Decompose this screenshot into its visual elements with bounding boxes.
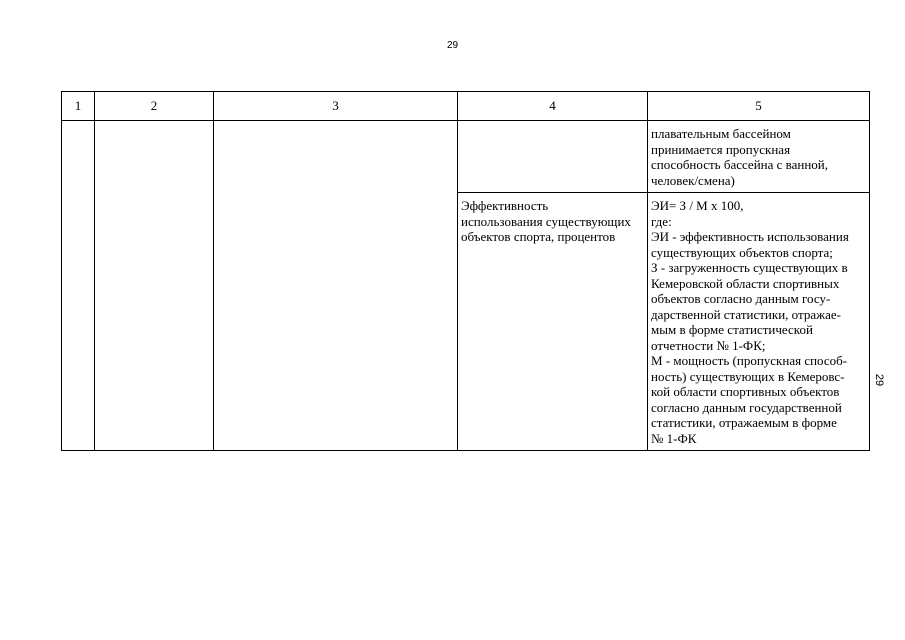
text-line: принимается пропускная [651,141,791,157]
text-line: человек/смена) [651,172,735,188]
text-line: Эффективность [461,198,549,213]
text-line: № 1-ФК [651,430,697,446]
text-line: объектов согласно данным госу- [651,291,831,306]
row-col-3-cell [214,121,458,451]
header-col-2: 2 [95,92,214,121]
text-line: существующих объектов спорта; [651,244,833,260]
text-line: кой области спортивных объектов [651,384,840,399]
text-line: использования существующих [461,213,631,229]
header-col-1: 1 [62,92,95,121]
text-line: статистики, отражаемым в форме [651,415,837,430]
row-col-1-cell [62,121,95,451]
text-line: способность бассейна с ванной, [651,157,829,172]
page-number-top: 29 [446,40,459,51]
header-col-5: 5 [648,92,870,121]
text-line: согласно данным государственной [651,399,842,415]
row-col-2-cell [95,121,214,451]
text-line: З - загруженность существующих в [651,260,848,275]
table-header-row [62,92,870,121]
page-number-side: 29 [873,373,886,387]
document-table [61,91,870,451]
indicator-name-cell [458,193,648,451]
formula-description-cell [648,193,870,451]
text-line: М - мощность (пропускная способ- [651,353,848,368]
text-line: дарственной статистики, отражае- [651,306,841,322]
text-line: объектов спорта, процентов [461,229,616,244]
text-line: Кемеровской области спортивных [651,275,840,291]
text-line: ЭИ= З / М х 100, [651,198,744,213]
text-line: ность) существующих в Кемеровс- [651,368,845,384]
text-line: отчетности № 1-ФК; [651,337,766,353]
row1-col-4-cell [458,121,648,193]
text-line: ЭИ - эффективность использования [651,229,849,244]
header-col-4: 4 [458,92,648,121]
text-line: мым в форме статистической [651,322,813,337]
text-line: плавательным бассейном [651,126,791,141]
text-line: где: [651,213,672,229]
table-row [62,121,870,193]
row1-col-5-cell [648,121,870,193]
header-col-3: 3 [214,92,458,121]
